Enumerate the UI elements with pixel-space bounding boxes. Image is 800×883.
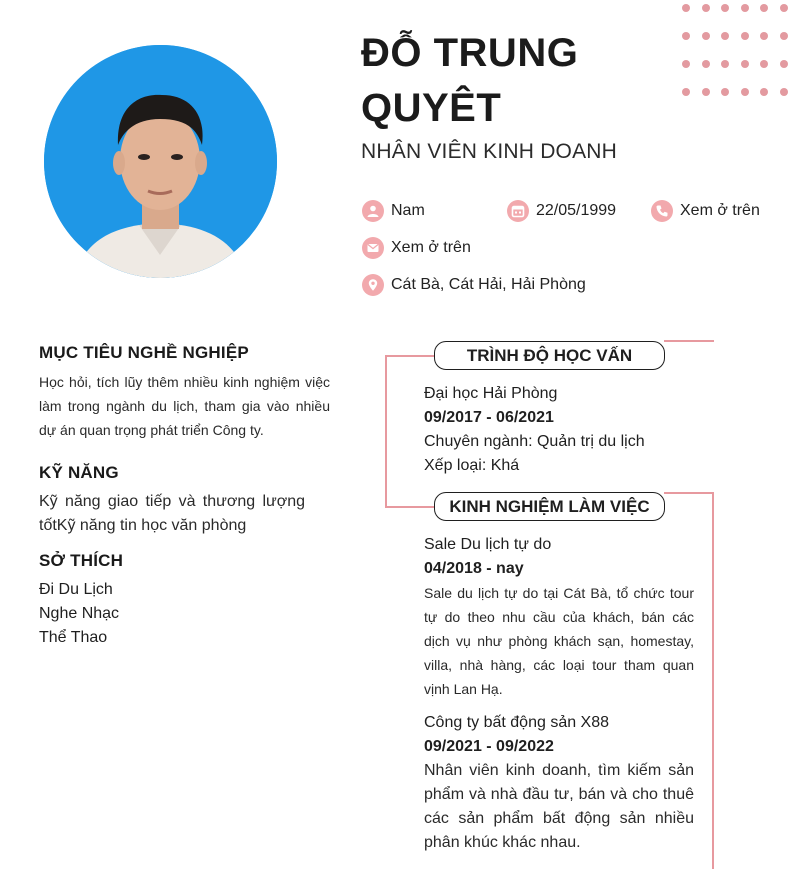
job-company: Công ty bất động sản X88 [424, 714, 610, 731]
education-grade: Xếp loại: Khá [424, 457, 520, 474]
decorative-dot [760, 4, 768, 12]
skills-text: Kỹ năng giao tiếp và thương lượng tốtKỹ năng tin học văn phòng [39, 493, 305, 534]
list-item: Nghe Nhạc [39, 605, 120, 622]
phone-value: Xem ở trên [680, 202, 760, 219]
decorative-dot [702, 88, 710, 96]
decorative-dot [702, 32, 710, 40]
phone-icon [651, 200, 673, 222]
experience-heading: KINH NGHIỆM LÀM VIỆC [434, 492, 665, 521]
education-heading: TRÌNH ĐỘ HỌC VẤN [434, 341, 665, 370]
timeline-connector [664, 340, 714, 342]
timeline-left-line [385, 355, 387, 508]
candidate-name: ĐỖ TRUNG QUYÊT [361, 31, 579, 130]
info-gender [362, 200, 425, 222]
email-value: Xem ở trên [391, 239, 471, 256]
decorative-dot [721, 4, 729, 12]
experience-entry [424, 711, 694, 855]
job-period: 04/2018 - nay [424, 560, 524, 577]
decorative-dot [760, 60, 768, 68]
decorative-dot [682, 4, 690, 12]
decorative-dot-grid [676, 0, 800, 100]
decorative-dot [721, 88, 729, 96]
education-period: 09/2017 - 06/2021 [424, 409, 554, 426]
decorative-dot [682, 60, 690, 68]
info-phone [651, 200, 760, 222]
decorative-dot [741, 60, 749, 68]
education-entry [424, 382, 694, 478]
job-title: NHÂN VIÊN KINH DOANH [361, 140, 618, 163]
calendar-icon [507, 200, 529, 222]
objective-text: Học hỏi, tích lũy thêm nhiều kinh nghiệm việc làm trong ngành du lịch, tham gia vào nhiều dự án quan trọng phát triển Công ty. [39, 374, 330, 438]
list-item: Đi Du Lịch [39, 581, 113, 598]
education-school: Đại học Hải Phòng [424, 385, 558, 402]
timeline-connector [385, 355, 435, 357]
decorative-dot [780, 32, 788, 40]
objective-heading: MỤC TIÊU NGHỀ NGHIỆP [39, 343, 249, 362]
user-icon [362, 200, 384, 222]
education-major: Chuyên ngành: Quản trị du lịch [424, 433, 645, 450]
timeline-connector [385, 506, 435, 508]
job-description: Sale du lịch tự do tại Cát Bà, tổ chức tour tự do theo nhu cầu của khách, bán các dịch vụ như phòng khách sạn, homestay, villa, nhà hàng, các loại tour tham quan vịnh Lan Hạ. [424, 585, 694, 697]
decorative-dot [780, 88, 788, 96]
info-email [362, 237, 471, 259]
decorative-dot [702, 4, 710, 12]
job-company: Sale Du lịch tự do [424, 536, 552, 553]
decorative-dot [721, 32, 729, 40]
decorative-dot [760, 88, 768, 96]
decorative-dot [721, 60, 729, 68]
profile-photo [44, 45, 277, 278]
job-description: Nhân viên kinh doanh, tìm kiếm sản phẩm và nhà đầu tư, bán và cho thuê các sản phẩm bất động sản nhiều phân khúc khác nhau. [424, 762, 694, 851]
skills-heading: KỸ NĂNG [39, 463, 119, 482]
location-icon [362, 274, 384, 296]
experience-entry [424, 533, 694, 701]
decorative-dot [741, 4, 749, 12]
decorative-dot [741, 32, 749, 40]
info-birthdate [507, 200, 616, 222]
hobbies-heading: SỞ THÍCH [39, 551, 124, 570]
gender-value: Nam [391, 202, 425, 219]
hobbies-list [39, 578, 119, 650]
decorative-dot [741, 88, 749, 96]
decorative-dot [760, 32, 768, 40]
address-value: Cát Bà, Cát Hải, Hải Phòng [391, 276, 586, 293]
decorative-dot [780, 4, 788, 12]
timeline-right-line [712, 492, 714, 869]
decorative-dot [780, 60, 788, 68]
decorative-dot [682, 88, 690, 96]
job-period: 09/2021 - 09/2022 [424, 738, 554, 755]
decorative-dot [682, 32, 690, 40]
mail-icon [362, 237, 384, 259]
decorative-dot [702, 60, 710, 68]
info-address [362, 274, 586, 296]
timeline-connector [664, 492, 714, 494]
list-item: Thể Thao [39, 629, 108, 646]
birthdate-value: 22/05/1999 [536, 202, 617, 219]
